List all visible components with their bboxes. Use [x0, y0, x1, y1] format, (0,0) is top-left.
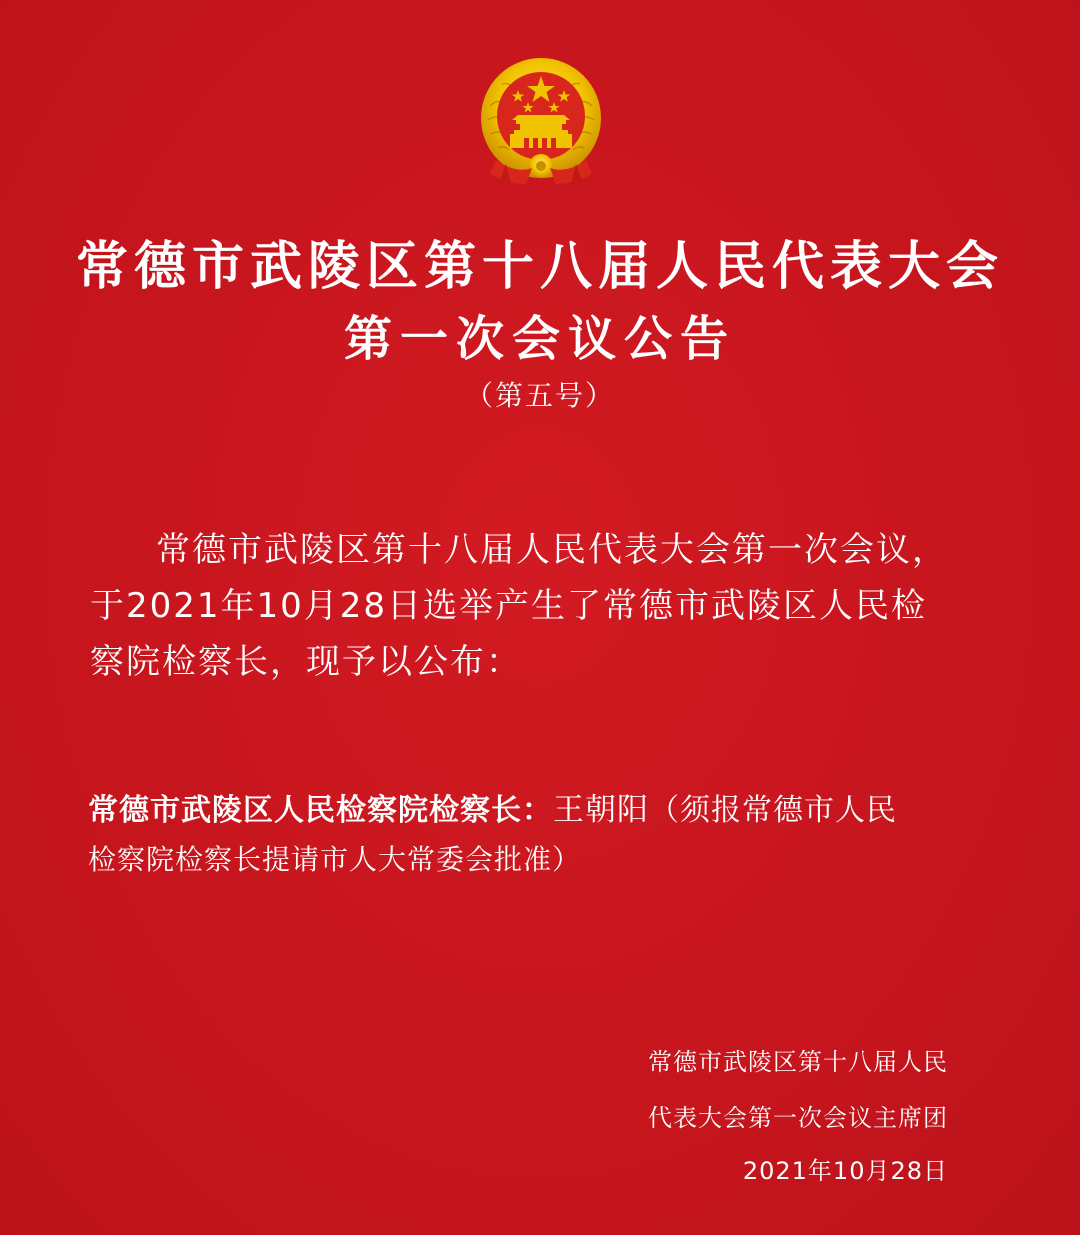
body-line-2: 于2021年10月28日选举产生了常德市武陵区人民检 [90, 586, 928, 626]
title-line-1: 常德市武陵区第十八届人民代表大会 [75, 236, 1004, 297]
signature-line-1: 常德市武陵区第十八届人民 [648, 1048, 948, 1076]
body-line-1: 常德市武陵区第十八届人民代表大会第一次会议， [156, 530, 948, 570]
announcement-number: （第五号） [464, 379, 615, 412]
appointment-position: 常德市武陵区人民检察院检察长： [88, 793, 553, 828]
signature-date: 2021年10月28日 [742, 1157, 948, 1185]
appointee-name: 王朝阳 [553, 792, 649, 828]
national-emblem-icon [476, 56, 606, 190]
title-line-2: 第一次会议公告 [343, 311, 736, 367]
body-line-3: 察院检察长，现予以公布： [90, 642, 522, 682]
signature-line-2: 代表大会第一次会议主席团 [648, 1104, 948, 1132]
appointment-line-1 [88, 784, 897, 829]
appointment-note-part-2: 检察院检察长提请市人大常委会批准） [88, 843, 582, 876]
appointment-note-part-1: （须报常德市人民 [649, 793, 897, 828]
